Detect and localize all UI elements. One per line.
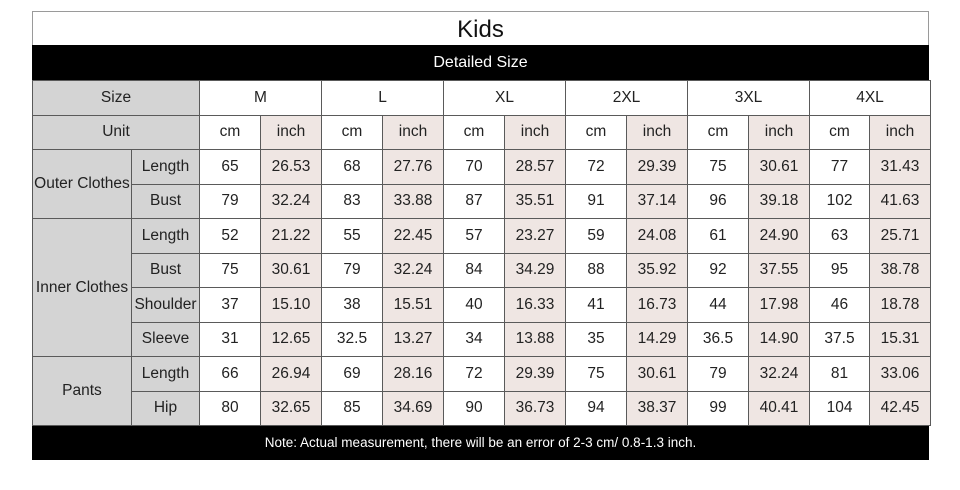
value-cm-cell: 35 [566, 322, 627, 357]
unit-inch-cell: inch [870, 115, 931, 150]
size-header-label: Size [33, 81, 200, 116]
value-inch-cell: 40.41 [749, 391, 810, 426]
measurement-row [33, 219, 931, 254]
value-inch-cell: 31.43 [870, 150, 931, 185]
chart-title: Kids [32, 11, 929, 45]
value-inch-cell: 32.24 [749, 357, 810, 392]
value-cm-cell: 79 [322, 253, 383, 288]
value-inch-cell: 21.22 [261, 219, 322, 254]
value-inch-cell: 15.31 [870, 322, 931, 357]
value-cm-cell: 84 [444, 253, 505, 288]
measurement-label: Hip [132, 391, 200, 426]
value-inch-cell: 25.71 [870, 219, 931, 254]
unit-cm-cell: cm [566, 115, 627, 150]
size-header-cell: 3XL [688, 81, 810, 116]
chart-subtitle: Detailed Size [32, 45, 929, 80]
value-cm-cell: 96 [688, 184, 749, 219]
value-cm-cell: 91 [566, 184, 627, 219]
value-inch-cell: 32.24 [261, 184, 322, 219]
measurement-label: Sleeve [132, 322, 200, 357]
value-inch-cell: 28.16 [383, 357, 444, 392]
value-inch-cell: 13.27 [383, 322, 444, 357]
value-cm-cell: 90 [444, 391, 505, 426]
value-inch-cell: 18.78 [870, 288, 931, 323]
value-inch-cell: 26.94 [261, 357, 322, 392]
value-inch-cell: 38.78 [870, 253, 931, 288]
value-cm-cell: 61 [688, 219, 749, 254]
value-inch-cell: 30.61 [261, 253, 322, 288]
value-cm-cell: 94 [566, 391, 627, 426]
value-cm-cell: 55 [322, 219, 383, 254]
value-cm-cell: 104 [810, 391, 870, 426]
value-inch-cell: 29.39 [627, 150, 688, 185]
value-inch-cell: 27.76 [383, 150, 444, 185]
measurement-label: Length [132, 150, 200, 185]
size-header-cell: XL [444, 81, 566, 116]
value-inch-cell: 35.92 [627, 253, 688, 288]
measurement-label: Bust [132, 184, 200, 219]
value-cm-cell: 95 [810, 253, 870, 288]
unit-inch-cell: inch [505, 115, 566, 150]
value-cm-cell: 72 [566, 150, 627, 185]
unit-cm-cell: cm [810, 115, 870, 150]
value-cm-cell: 59 [566, 219, 627, 254]
unit-row [33, 115, 931, 150]
value-inch-cell: 36.73 [505, 391, 566, 426]
measurement-row [33, 184, 931, 219]
measurement-row [33, 357, 931, 392]
value-cm-cell: 75 [200, 253, 261, 288]
unit-inch-cell: inch [383, 115, 444, 150]
unit-header-label: Unit [33, 115, 200, 150]
value-cm-cell: 75 [566, 357, 627, 392]
value-cm-cell: 46 [810, 288, 870, 323]
unit-cm-cell: cm [688, 115, 749, 150]
value-cm-cell: 65 [200, 150, 261, 185]
value-cm-cell: 79 [688, 357, 749, 392]
value-inch-cell: 14.29 [627, 322, 688, 357]
value-cm-cell: 68 [322, 150, 383, 185]
value-inch-cell: 24.90 [749, 219, 810, 254]
value-cm-cell: 44 [688, 288, 749, 323]
value-inch-cell: 12.65 [261, 322, 322, 357]
measurement-row [33, 150, 931, 185]
unit-cm-cell: cm [322, 115, 383, 150]
size-chart [32, 11, 929, 460]
value-cm-cell: 66 [200, 357, 261, 392]
measurement-row [33, 391, 931, 426]
value-cm-cell: 63 [810, 219, 870, 254]
value-cm-cell: 79 [200, 184, 261, 219]
unit-inch-cell: inch [261, 115, 322, 150]
size-table [32, 80, 931, 426]
value-inch-cell: 15.51 [383, 288, 444, 323]
value-inch-cell: 16.33 [505, 288, 566, 323]
unit-cm-cell: cm [444, 115, 505, 150]
measurement-label: Bust [132, 253, 200, 288]
size-header-cell: L [322, 81, 444, 116]
value-inch-cell: 30.61 [627, 357, 688, 392]
value-inch-cell: 29.39 [505, 357, 566, 392]
value-inch-cell: 16.73 [627, 288, 688, 323]
value-cm-cell: 77 [810, 150, 870, 185]
size-header-row [33, 81, 931, 116]
value-cm-cell: 83 [322, 184, 383, 219]
measurement-label: Shoulder [132, 288, 200, 323]
value-cm-cell: 37.5 [810, 322, 870, 357]
value-inch-cell: 26.53 [261, 150, 322, 185]
value-inch-cell: 30.61 [749, 150, 810, 185]
value-cm-cell: 75 [688, 150, 749, 185]
value-cm-cell: 31 [200, 322, 261, 357]
value-cm-cell: 32.5 [322, 322, 383, 357]
value-inch-cell: 32.24 [383, 253, 444, 288]
value-cm-cell: 40 [444, 288, 505, 323]
size-table-body [33, 81, 931, 426]
measurement-label: Length [132, 219, 200, 254]
value-inch-cell: 32.65 [261, 391, 322, 426]
value-cm-cell: 38 [322, 288, 383, 323]
value-inch-cell: 15.10 [261, 288, 322, 323]
value-inch-cell: 33.06 [870, 357, 931, 392]
value-inch-cell: 17.98 [749, 288, 810, 323]
value-inch-cell: 33.88 [383, 184, 444, 219]
size-header-cell: 4XL [810, 81, 931, 116]
value-cm-cell: 102 [810, 184, 870, 219]
value-cm-cell: 99 [688, 391, 749, 426]
measurement-label: Length [132, 357, 200, 392]
unit-cm-cell: cm [200, 115, 261, 150]
value-inch-cell: 34.29 [505, 253, 566, 288]
value-cm-cell: 81 [810, 357, 870, 392]
garment-group-label: Pants [33, 357, 132, 426]
value-inch-cell: 37.14 [627, 184, 688, 219]
value-cm-cell: 92 [688, 253, 749, 288]
unit-inch-cell: inch [627, 115, 688, 150]
value-cm-cell: 34 [444, 322, 505, 357]
value-cm-cell: 41 [566, 288, 627, 323]
measurement-row [33, 288, 931, 323]
value-cm-cell: 69 [322, 357, 383, 392]
value-cm-cell: 70 [444, 150, 505, 185]
size-header-cell: M [200, 81, 322, 116]
value-inch-cell: 37.55 [749, 253, 810, 288]
value-inch-cell: 34.69 [383, 391, 444, 426]
measurement-note: Note: Actual measurement, there will be an error of 2-3 cm/ 0.8-1.3 inch. [32, 426, 929, 460]
value-inch-cell: 42.45 [870, 391, 931, 426]
value-inch-cell: 23.27 [505, 219, 566, 254]
value-cm-cell: 85 [322, 391, 383, 426]
value-inch-cell: 35.51 [505, 184, 566, 219]
value-inch-cell: 41.63 [870, 184, 931, 219]
value-inch-cell: 14.90 [749, 322, 810, 357]
value-cm-cell: 57 [444, 219, 505, 254]
value-cm-cell: 72 [444, 357, 505, 392]
value-inch-cell: 28.57 [505, 150, 566, 185]
garment-group-label: Outer Clothes [33, 150, 132, 219]
value-cm-cell: 87 [444, 184, 505, 219]
unit-inch-cell: inch [749, 115, 810, 150]
value-cm-cell: 36.5 [688, 322, 749, 357]
value-inch-cell: 24.08 [627, 219, 688, 254]
value-cm-cell: 88 [566, 253, 627, 288]
value-cm-cell: 37 [200, 288, 261, 323]
value-inch-cell: 13.88 [505, 322, 566, 357]
measurement-row [33, 253, 931, 288]
value-cm-cell: 80 [200, 391, 261, 426]
value-inch-cell: 39.18 [749, 184, 810, 219]
value-cm-cell: 52 [200, 219, 261, 254]
value-inch-cell: 22.45 [383, 219, 444, 254]
measurement-row [33, 322, 931, 357]
value-inch-cell: 38.37 [627, 391, 688, 426]
size-header-cell: 2XL [566, 81, 688, 116]
garment-group-label: Inner Clothes [33, 219, 132, 357]
